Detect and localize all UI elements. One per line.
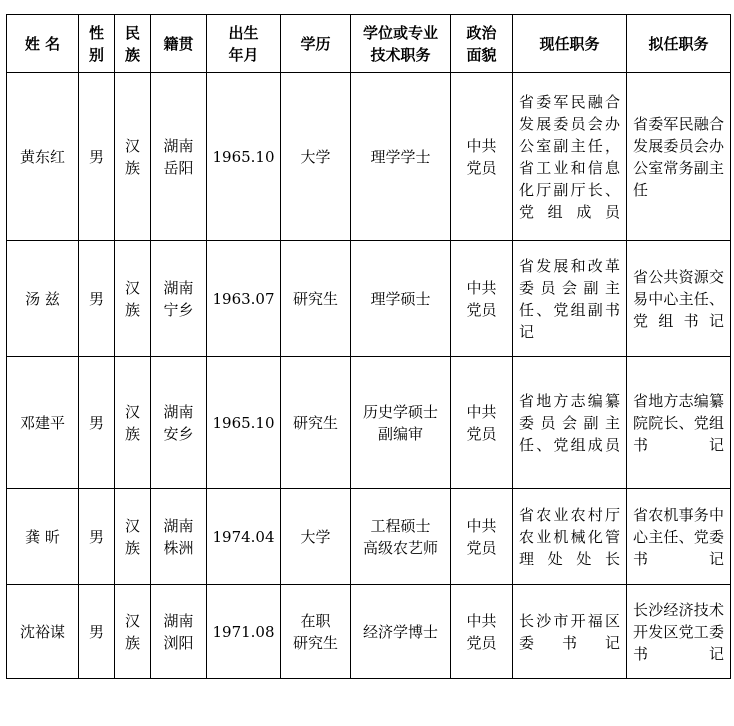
cell-name: 邓建平 [7, 357, 79, 489]
cell-birth: 1971.08 [207, 585, 281, 679]
cell-hometown: 湖南 浏阳 [151, 585, 207, 679]
cell-proposed-post: 省农机事务中心主任、党委书记 [627, 489, 731, 585]
cell-education: 在职 研究生 [281, 585, 351, 679]
table-row [7, 357, 731, 489]
header-current-post: 现任职务 [513, 15, 627, 73]
cell-ethnicity: 汉 族 [115, 73, 151, 241]
cell-hometown: 湖南 宁乡 [151, 241, 207, 357]
header-gender: 性 别 [79, 15, 115, 73]
cell-ethnicity: 汉 族 [115, 489, 151, 585]
cell-hometown: 湖南 岳阳 [151, 73, 207, 241]
header-row [7, 15, 731, 73]
cell-current-post: 长沙市开福区委书记 [513, 585, 627, 679]
cell-birth: 1963.07 [207, 241, 281, 357]
cell-education: 研究生 [281, 357, 351, 489]
cell-birth: 1965.10 [207, 73, 281, 241]
header-education: 学历 [281, 15, 351, 73]
header-birth: 出生 年月 [207, 15, 281, 73]
cell-current-post: 省委军民融合发展委员会办公室副主任，省工业和信息化厅副厅长、党组成员 [513, 73, 627, 241]
cell-political: 中共 党员 [451, 73, 513, 241]
cell-degree: 历史学硕士 副编审 [351, 357, 451, 489]
table-row [7, 73, 731, 241]
cell-gender: 男 [79, 241, 115, 357]
cell-education: 大学 [281, 489, 351, 585]
cell-ethnicity: 汉 族 [115, 241, 151, 357]
header-degree: 学位或专业 技术职务 [351, 15, 451, 73]
header-proposed-post: 拟任职务 [627, 15, 731, 73]
cell-proposed-post: 省委军民融合发展委员会办公室常务副主任 [627, 73, 731, 241]
cell-degree: 工程硕士 高级农艺师 [351, 489, 451, 585]
cell-birth: 1965.10 [207, 357, 281, 489]
cell-degree: 理学学士 [351, 73, 451, 241]
cell-hometown: 湖南 安乡 [151, 357, 207, 489]
cell-ethnicity: 汉 族 [115, 357, 151, 489]
cell-education: 大学 [281, 73, 351, 241]
cell-gender: 男 [79, 73, 115, 241]
header-ethnicity: 民 族 [115, 15, 151, 73]
cell-name: 龚 昕 [7, 489, 79, 585]
header-name: 姓 名 [7, 15, 79, 73]
cell-proposed-post: 省地方志编纂院院长、党组书记 [627, 357, 731, 489]
cell-current-post: 省地方志编纂委员会副主任、党组成员 [513, 357, 627, 489]
table-row [7, 585, 731, 679]
cell-political: 中共 党员 [451, 585, 513, 679]
cell-political: 中共 党员 [451, 489, 513, 585]
table-row [7, 489, 731, 585]
cell-current-post: 省农业农村厅农业机械化管理处处长 [513, 489, 627, 585]
cell-birth: 1974.04 [207, 489, 281, 585]
cell-political: 中共 党员 [451, 357, 513, 489]
cell-proposed-post: 长沙经济技术开发区党工委书记 [627, 585, 731, 679]
cell-current-post: 省发展和改革委员会副主任、党组副书记 [513, 241, 627, 357]
cell-gender: 男 [79, 585, 115, 679]
header-hometown: 籍贯 [151, 15, 207, 73]
cell-degree: 经济学博士 [351, 585, 451, 679]
cell-name: 黄东红 [7, 73, 79, 241]
cell-degree: 理学硕士 [351, 241, 451, 357]
cell-proposed-post: 省公共资源交易中心主任、党组书记 [627, 241, 731, 357]
table-row [7, 241, 731, 357]
cell-name: 汤 兹 [7, 241, 79, 357]
cell-gender: 男 [79, 489, 115, 585]
appointment-document [6, 14, 731, 679]
cell-ethnicity: 汉 族 [115, 585, 151, 679]
cell-name: 沈裕谋 [7, 585, 79, 679]
cell-gender: 男 [79, 357, 115, 489]
header-political: 政治 面貌 [451, 15, 513, 73]
cell-hometown: 湖南 株洲 [151, 489, 207, 585]
candidates-table [6, 14, 731, 679]
cell-political: 中共 党员 [451, 241, 513, 357]
cell-education: 研究生 [281, 241, 351, 357]
